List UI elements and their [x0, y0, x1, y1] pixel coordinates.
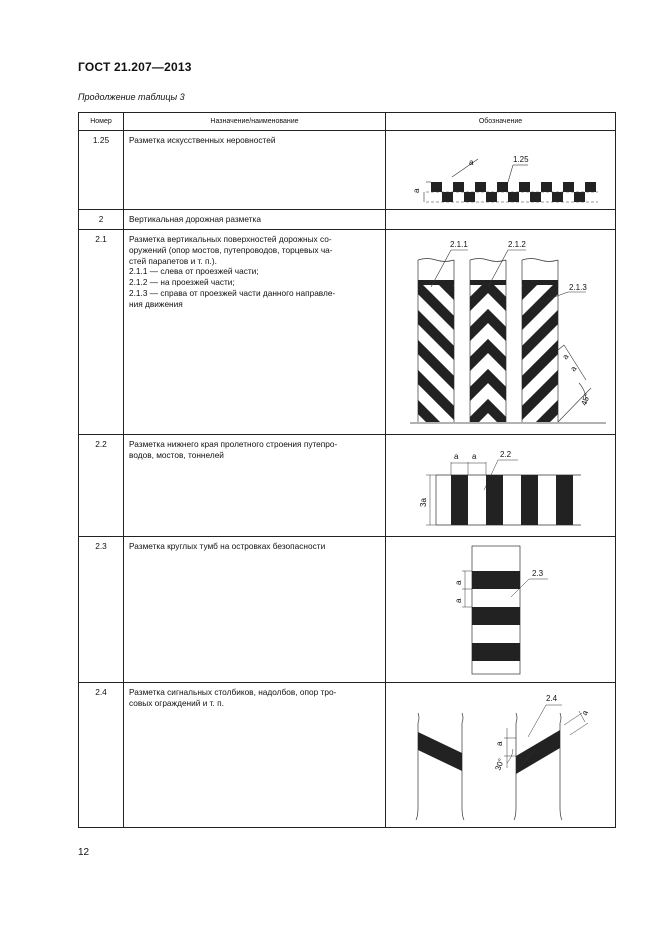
table-header-row	[79, 113, 616, 131]
label-a-first: а	[454, 580, 463, 585]
label-a-second: а	[454, 598, 463, 603]
right-pillar-stripes	[510, 245, 570, 434]
label-2-2: 2.2	[500, 450, 512, 459]
description-line: Разметка круглых тумб на островках безопасности	[129, 541, 326, 551]
row-figure	[386, 210, 616, 230]
table-row	[79, 537, 616, 683]
label-a-first: а	[454, 452, 459, 461]
description-line: 2.1.2 — на проезжей части;	[129, 277, 235, 288]
col-header-purpose: Назначение/наименование	[124, 113, 386, 131]
col-header-designation: Обозначение	[386, 113, 616, 131]
col-header-number: Номер	[79, 113, 124, 131]
description-line: стей парапетов и т. п.).	[129, 255, 217, 266]
table-caption: Продолжение таблицы 3	[78, 92, 185, 102]
table-row	[79, 131, 616, 210]
description-line: Разметка сигнальных столбиков, надолбов, опор тро-	[129, 687, 337, 697]
label-a-second: а	[568, 364, 579, 374]
right-post-stripe	[516, 730, 560, 774]
label-2-1-3: 2.1.3	[569, 283, 587, 292]
label-3a: 3а	[419, 498, 428, 507]
row-figure	[386, 131, 616, 210]
designation-table	[78, 112, 616, 828]
table-row	[79, 230, 616, 435]
label-2-4: 2.4	[546, 694, 558, 703]
description-line: Разметка вертикальных поверхностей дорожных со-	[129, 234, 332, 244]
description-line: оружений (опор мостов, путепроводов, торцевых ча-	[129, 244, 333, 255]
label-30-degrees: 30°	[493, 757, 507, 772]
description-line: 2.1.1 — слева от проезжей части;	[129, 266, 259, 277]
label-2-1-1: 2.1.1	[450, 240, 468, 249]
description-line: водов, мостов, тоннелей	[129, 449, 224, 460]
signal-post-marking-figure	[386, 683, 616, 827]
row-number: 2.2	[79, 435, 124, 537]
row-description	[124, 683, 386, 828]
row-figure	[386, 230, 616, 435]
label-2-3: 2.3	[532, 569, 544, 578]
description-line: 2.1.3 — справа от проезжей части данного направле-	[129, 287, 336, 298]
row-description	[124, 435, 386, 537]
bollard-stripes	[472, 571, 520, 661]
label-a-vertical: а	[495, 741, 504, 746]
description-line: ния движения	[129, 298, 183, 309]
table-row	[79, 683, 616, 828]
row-number: 2.1	[79, 230, 124, 435]
label-2-1-2: 2.1.2	[508, 240, 526, 249]
left-pillar-stripes	[406, 245, 466, 434]
label-a-first: а	[560, 352, 571, 362]
label-a-second: а	[472, 452, 477, 461]
bridge-edge-stripes	[451, 475, 573, 525]
row-figure	[386, 683, 616, 828]
label-a-side: а	[412, 188, 421, 193]
row-figure	[386, 537, 616, 683]
table-row	[79, 210, 616, 230]
row-description	[124, 537, 386, 683]
label-1-25: 1.25	[513, 155, 529, 164]
speed-bump-marking-figure	[386, 131, 616, 209]
row-number: 2.3	[79, 537, 124, 683]
description-line: Вертикальная дорожная разметка	[129, 214, 261, 224]
middle-pillar-chevrons	[466, 286, 510, 428]
row-description	[124, 210, 386, 230]
table-row	[79, 435, 616, 537]
bridge-edge-marking-figure	[386, 435, 616, 536]
label-a-diagonal: а	[579, 708, 590, 717]
row-description	[124, 230, 386, 435]
page-number: 12	[78, 847, 90, 858]
label-45-degrees: 45°	[579, 392, 593, 407]
document-title: ГОСТ 21.207—2013	[78, 60, 192, 74]
description-line: Разметка нижнего края пролетного строения путепро-	[129, 439, 338, 449]
left-post-stripe	[418, 732, 462, 771]
description-line: Разметка искусственных неровностей	[129, 135, 276, 145]
row-figure	[386, 435, 616, 537]
row-number: 1.25	[79, 131, 124, 210]
row-number: 2	[79, 210, 124, 230]
row-description	[124, 131, 386, 210]
label-a-top: а	[469, 158, 474, 167]
traffic-bollard-marking-figure	[386, 537, 616, 682]
row-number: 2.4	[79, 683, 124, 828]
description-line: совых ограждений и т. п.	[129, 697, 224, 708]
vertical-surface-marking-figure	[386, 230, 616, 434]
